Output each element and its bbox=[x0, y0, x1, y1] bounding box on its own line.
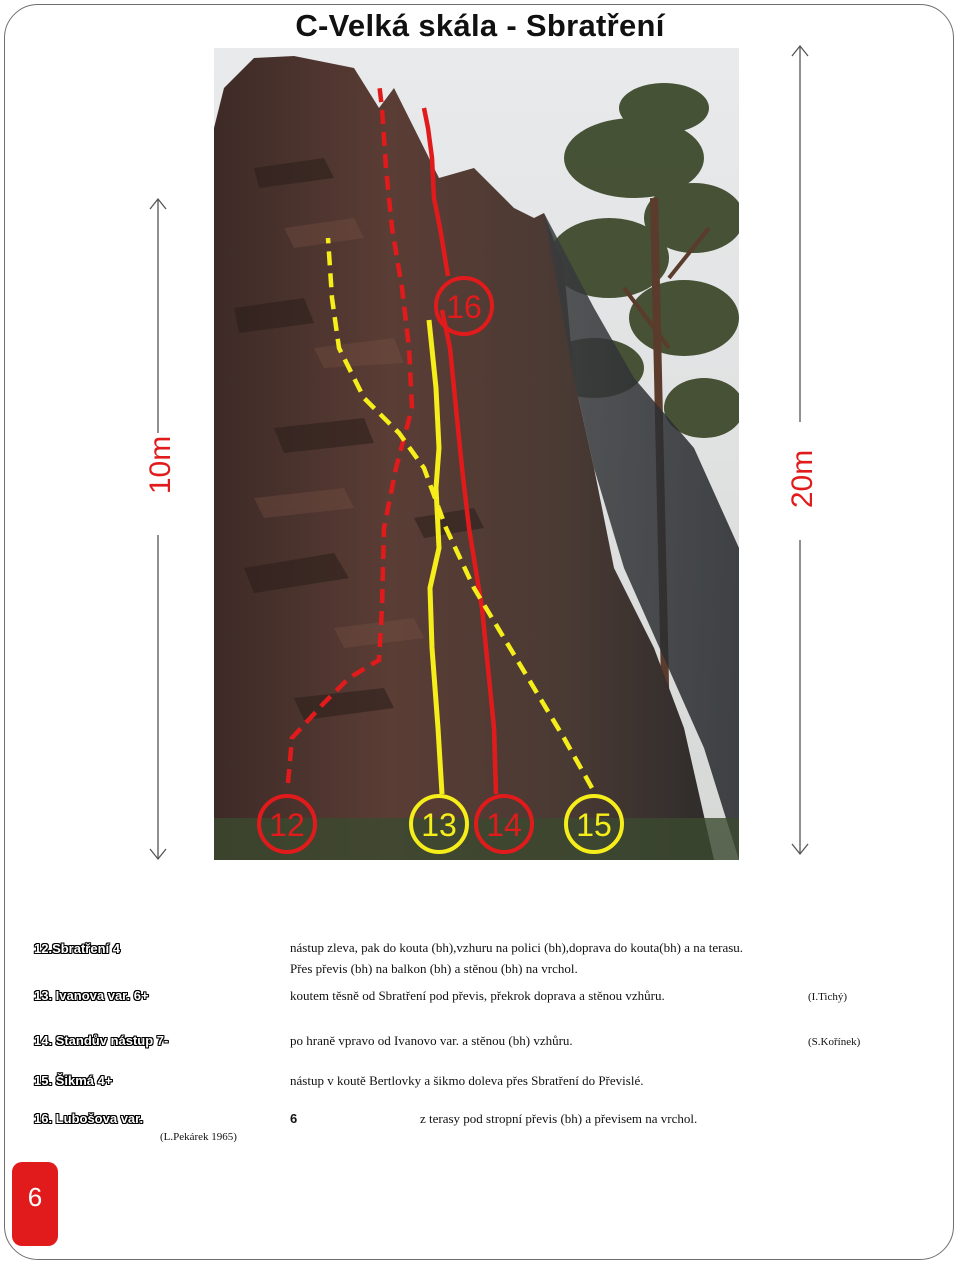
page-number: 6 bbox=[27, 1182, 43, 1212]
route-13-desc: koutem těsně od Sbratření pod převis, překrok doprava a stěnou vzhůru. bbox=[290, 988, 665, 1003]
rock-photo bbox=[214, 48, 739, 860]
route-12-desc-line1: nástup zleva, pak do kouta (bh),vzhuru na polici (bh),doprava do kouta(bh) a na terasu. bbox=[290, 940, 744, 955]
route-12-name: 12.Sbratření 4 bbox=[34, 941, 120, 956]
route-marker-13-label: 13 bbox=[421, 807, 457, 843]
route-16-author: (L.Pekárek 1965) bbox=[160, 1131, 237, 1143]
route-16-name: 16. Lubošova var. bbox=[34, 1111, 144, 1126]
height-scale-left bbox=[140, 195, 180, 865]
scale-label-right: 20m bbox=[786, 449, 820, 509]
route-14-author: (S.Kořínek) bbox=[808, 1036, 861, 1048]
route-marker-12-label: 12 bbox=[269, 807, 305, 843]
route-15-desc: nástup v koutě Bertlovky a šikmo doleva přes Sbratření do Převislé. bbox=[290, 1073, 644, 1088]
route-13-name: 13. Ivanova var. 6+ bbox=[34, 988, 149, 1003]
page-title: C-Velká skála - Sbratření bbox=[295, 8, 665, 43]
route-16-grade: 6 bbox=[290, 1111, 298, 1126]
scale-label-left: 10m bbox=[144, 435, 178, 495]
route-13-author: (I.Tichý) bbox=[808, 991, 848, 1003]
route-14-name: 14. Standův nástup 7- bbox=[34, 1033, 169, 1048]
route-marker-14-label: 14 bbox=[486, 807, 522, 843]
route-16-desc: z terasy pod stropní převis (bh) a převisem na vrchol. bbox=[420, 1111, 698, 1126]
route-15-name: 15. Šikmá 4+ bbox=[34, 1073, 113, 1088]
route-marker-15-label: 15 bbox=[576, 807, 612, 843]
route-14-desc: po hraně vpravo od Ivanovo var. a stěnou (bh) vzhůru. bbox=[290, 1033, 573, 1048]
route-12-desc-line2: Přes převis (bh) na balkon (bh) a stěnou (bh) na vrchol. bbox=[290, 961, 578, 976]
route-marker-16-label: 16 bbox=[446, 289, 482, 325]
